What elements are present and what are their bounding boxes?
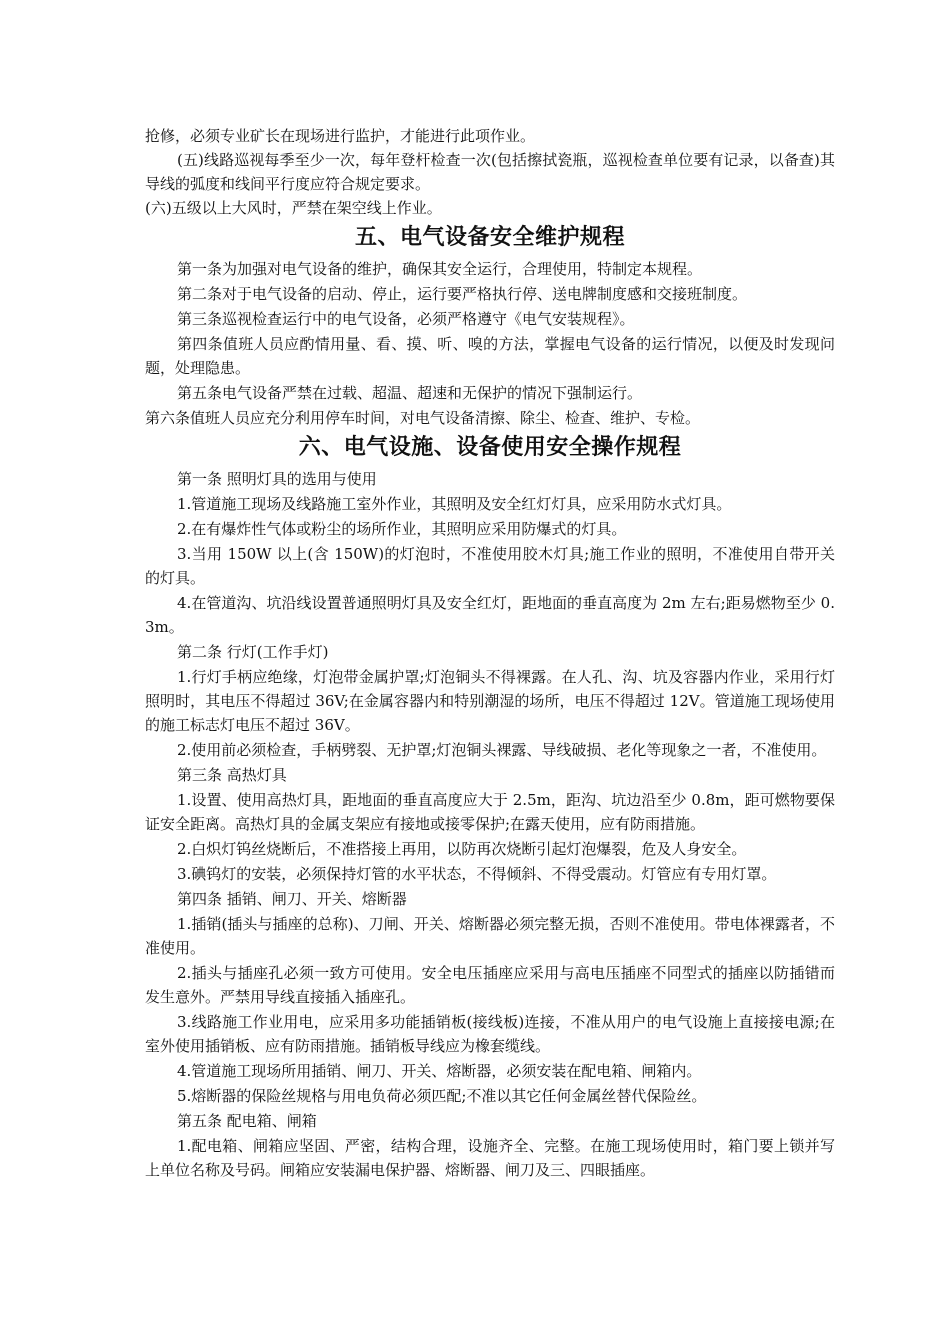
article-heading: 第二条 行灯(工作手灯) bbox=[177, 643, 329, 661]
paragraph: 2.使用前必须检查，手柄劈裂、无护罩;灯泡铜头裸露、导线破损、老化等现象之一者，不准使用。 bbox=[177, 741, 827, 759]
document-body bbox=[145, 124, 835, 1183]
paragraph: 3.线路施工作业用电，应采用多功能插销板(接线板)连接，不准从用户的电气设施上直接接电源;在室外使用插销板、应有防雨措施。插销板导线应为橡套缆线。 bbox=[145, 1013, 835, 1055]
article-heading: 第三条 高热灯具 bbox=[177, 766, 287, 784]
paragraph: 2.白炽灯钨丝烧断后，不准搭接上再用，以防再次烧断引起灯泡爆裂，危及人身安全。 bbox=[177, 840, 747, 858]
paragraph: 1.配电箱、闸箱应坚固、严密，结构合理，设施齐全、完整。在施工现场使用时，箱门要上锁并写上单位名称及号码。闸箱应安装漏电保护器、熔断器、闸刀及三、四眼插座。 bbox=[145, 1137, 835, 1179]
paragraph: 2.在有爆炸性气体或粉尘的场所作业，其照明应采用防爆式的灯具。 bbox=[177, 520, 627, 538]
paragraph: 3.碘钨灯的安装，必须保持灯管的水平状态，不得倾斜、不得受震动。灯管应有专用灯罩。 bbox=[177, 865, 777, 883]
paragraph: 1.行灯手柄应绝缘，灯泡带金属护罩;灯泡铜头不得裸露。在人孔、沟、坑及容器内作业，采用行灯照明时，其电压不得超过 36V;在金属容器内和特别潮湿的场所，电压不得超过 12V。管道施工现场使用的施工标志灯电压不超过 36V。 bbox=[145, 668, 835, 734]
section-heading: 六、电气设施、设备使用安全操作规程 bbox=[298, 435, 682, 460]
paragraph: 2.插头与插座孔必须一致方可使用。安全电压插座应采用与高电压插座不同型式的插座以防插错而发生意外。严禁用导线直接插入插座孔。 bbox=[145, 964, 835, 1006]
paragraph: 1.管道施工现场及线路施工室外作业，其照明及安全红灯灯具，应采用防水式灯具。 bbox=[177, 495, 732, 513]
paragraph: 1.插销(插头与插座的总称)、刀闸、开关、熔断器必须完整无损，否则不准使用。带电体裸露者，不准使用。 bbox=[145, 915, 835, 957]
paragraph: 第五条电气设备严禁在过载、超温、超速和无保护的情况下强制运行。 bbox=[177, 384, 643, 402]
article-heading: 第一条 照明灯具的选用与使用 bbox=[177, 470, 377, 488]
paragraph: 第一条为加强对电气设备的维护，确保其安全运行，合理使用，特制定本规程。 bbox=[177, 260, 703, 278]
paragraph: 5.熔断器的保险丝规格与用电负荷必须匹配;不准以其它任何金属丝替代保险丝。 bbox=[177, 1087, 707, 1105]
paragraph: 3.当用 150W 以上(含 150W)的灯泡时，不准使用胶木灯具;施工作业的照明，不准使用自带开关的灯具。 bbox=[145, 545, 835, 587]
article-heading: 第四条 插销、闸刀、开关、熔断器 bbox=[177, 890, 407, 908]
section-heading: 五、电气设备安全维护规程 bbox=[354, 225, 625, 250]
paragraph: 4.管道施工现场所用插销、闸刀、开关、熔断器，必须安装在配电箱、闸箱内。 bbox=[177, 1062, 702, 1080]
paragraph: 第三条巡视检查运行中的电气设备，必须严格遵守《电气安装规程》。 bbox=[177, 310, 635, 328]
article-heading: 第五条 配电箱、闸箱 bbox=[177, 1112, 317, 1130]
paragraph: (五)线路巡视每季至少一次，每年登杆检查一次(包括擦拭瓷瓶，巡视检查单位要有记录，以备查)其导线的弧度和线间平行度应符合规定要求。 bbox=[145, 151, 835, 193]
paragraph: 第二条对于电气设备的启动、停止，运行要严格执行停、送电牌制度感和交接班制度。 bbox=[177, 285, 748, 303]
paragraph: 抢修，必须专业矿长在现场进行监护，才能进行此项作业。 bbox=[145, 127, 536, 145]
paragraph: (六)五级以上大风时，严禁在架空线上作业。 bbox=[145, 199, 442, 217]
paragraph: 第六条值班人员应充分利用停车时间，对电气设备清擦、除尘、检查、维护、专检。 bbox=[145, 409, 701, 427]
paragraph: 1.设置、使用高热灯具，距地面的垂直高度应大于 2.5m，距沟、坑边沿至少 0.8m，距可燃物要保证安全距离。高热灯具的金属支架应有接地或接零保护;在露天使用，应有防雨措施。 bbox=[145, 791, 835, 833]
paragraph: 4.在管道沟、坑沿线设置普通照明灯具及安全红灯，距地面的垂直高度为 2m 左右;距易燃物至少 0.3m。 bbox=[145, 594, 835, 636]
paragraph: 第四条值班人员应酌情用量、看、摸、听、嗅的方法，掌握电气设备的运行情况，以便及时发现问题，处理隐患。 bbox=[145, 335, 835, 377]
